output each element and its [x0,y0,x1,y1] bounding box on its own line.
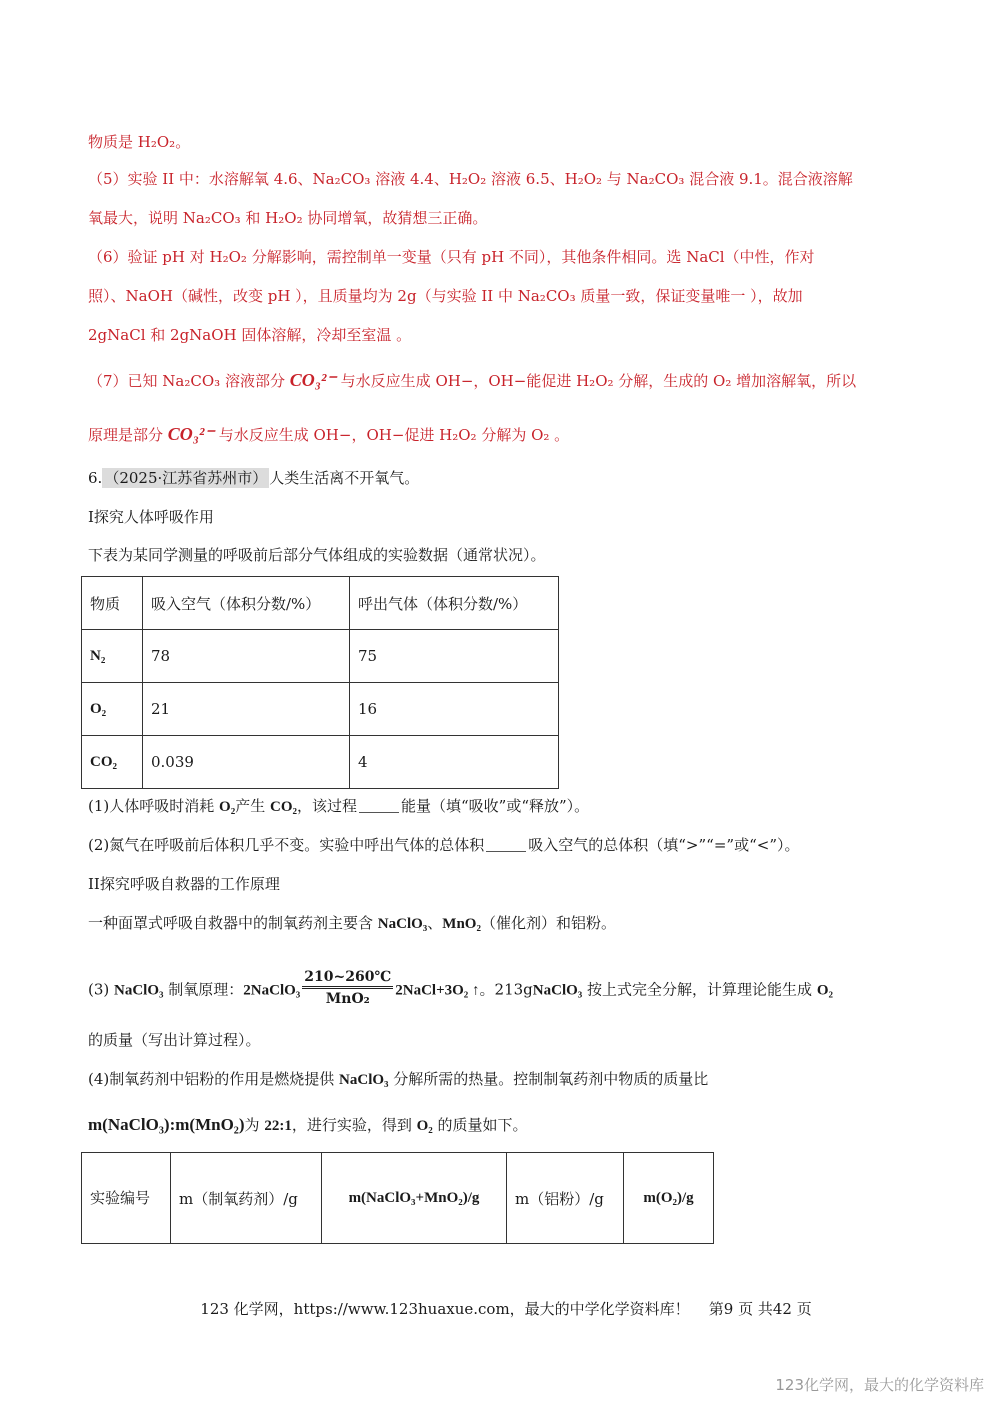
reaction-condition [302,968,393,1009]
question-6-2 [88,835,799,855]
formula-o2: O₂ [416,1118,433,1134]
question-text: ，进行实验，得到 [291,1116,417,1134]
equation-reactant: 2NaClO₃ [243,982,301,999]
formula-naclo3: NaClO₃ [339,1072,389,1088]
condition-temperature: 210~260℃ [302,968,393,989]
question-6-3 [88,970,833,1011]
formula-naclo3: NaClO₃ [114,982,164,999]
question-stem: 人类生活离不开氧气。 [269,469,420,487]
exhaled-cell: 4 [350,736,559,789]
formula-naclo3: NaClO₃ [377,916,428,932]
exhaled-cell: 16 [350,683,559,736]
header-cell: m(NaClO₃+MnO₂)/g [322,1153,507,1244]
answer-text: 物质是 [88,133,138,151]
answer-6-line-1: （6）验证 pH 对 H₂O₂ 分解影响，需控制单一变量（只有 pH 不同），其他条件相同。选 NaCl（中性，作对 [88,248,815,266]
mass-ratio-expression: m(NaClO₃):m(MnO₂) [88,1115,245,1134]
answer-5-line-2: 氧最大，说明 Na₂CO₃ 和 H₂O₂ 协同增氧，故猜想三正确。 [88,209,488,227]
question-text: ，该过程 [296,797,357,815]
answer-6-line-3: 2gNaCl 和 2gNaOH 固体溶解，冷却至室温 。 [88,326,412,344]
question-text: 一种面罩式呼吸自救器中的制氧药剂主要含 [88,914,378,932]
question-number: 6. [88,469,103,487]
inhaled-cell: 21 [143,683,350,736]
answer-7-line-1 [88,370,856,391]
table-row [82,630,559,683]
question-6-3-line-2: 的质量（写出计算过程）。 [88,1031,261,1049]
formula-o2: O₂ [816,982,833,999]
header-cell: m（制氧药剂）/g [171,1153,322,1244]
header-cell: 物质 [82,577,143,630]
question-text: (3) [88,980,115,999]
footer-text: 123 化学网，https://www.123huaxue.com，最大的中学化学资料库！ [200,1300,690,1318]
inhaled-cell: 0.039 [143,736,350,789]
question-text: 能量（填“吸收”或“释放”）。 [401,797,590,815]
header-cell: 呼出气体（体积分数/%） [350,577,559,630]
question-text: (4)制氧药剂中铝粉的作用是燃烧提供 [88,1070,340,1088]
page-footer [0,1298,992,1319]
watermark: 123化学网，最大的化学资料库 [775,1376,984,1394]
part-2-title: II探究呼吸自救器的工作原理 [88,875,280,893]
answer-5-line-1: （5）实验 II 中：水溶解氧 4.6、Na₂CO₃ 溶液 4.4、H₂O₂ 溶液 6.5、H₂O₂ 与 Na₂CO₃ 混合液 9.1。混合液溶解 [88,170,853,188]
question-text: 为 [244,1116,265,1134]
header-cell: 吸入空气（体积分数/%） [143,577,350,630]
formula-o2: O₂ [219,799,236,815]
substance-cell: O₂ [82,683,143,736]
question-6-1 [88,796,589,817]
substance-cell: N₂ [82,630,143,683]
answer-7-line-2 [88,424,569,445]
question-text: 产生 [235,797,270,815]
answer-blank[interactable] [359,798,399,813]
substance-cell: CO₂ [82,736,143,789]
experiment-table [81,1152,714,1244]
table-row [82,683,559,736]
question-text: 分解所需的热量。控制制氧药剂中物质的质量比 [388,1070,709,1088]
page-number: 第9 页 共42 页 [708,1300,812,1318]
question-text: 制氧原理： [163,980,244,999]
table-header-row [82,1153,714,1244]
header-cell: m（铝粉）/g [507,1153,624,1244]
exhaled-cell: 75 [350,630,559,683]
question-6-4-line-2 [88,1115,528,1136]
formula-co2: CO₂ [269,799,297,815]
part-1-title: I探究人体呼吸作用 [88,508,214,526]
formula-h2o2: H₂O₂ [137,133,176,151]
answer-text: （7）已知 Na₂CO₃ 溶液部分 [88,372,290,390]
punctuation: 。 [175,133,191,151]
header-cell: 实验编号 [82,1153,171,1244]
part-2-intro [88,913,616,934]
answer-line-h2o2 [88,132,190,152]
header-cell: m(O₂)/g [624,1153,714,1244]
carbonate-ion-formula: CO₃²⁻ [167,424,214,444]
answer-text: 与水反应生成 OH−，OH−能促进 H₂O₂ 分解，生成的 O₂ 增加溶解氧，所以 [335,372,857,390]
gas-composition-table [81,576,559,789]
source-tag: （2025·江苏省苏州市） [104,469,268,487]
table-intro: 下表为某同学测量的呼吸前后部分气体组成的实验数据（通常状况）。 [88,546,546,564]
question-6-stem [88,468,419,488]
punctuation: 、 [427,914,443,932]
question-text: (2)氮气在呼吸前后体积几乎不变。实验中呼出气体的总体积 [88,836,485,854]
carbonate-ion-formula: CO₃²⁻ [289,370,336,390]
question-text: （催化剂）和铝粉。 [480,914,616,932]
question-text: 吸入空气的总体积（填“>”“=”或“<”）。 [528,836,800,854]
question-text: 的质量如下。 [432,1116,528,1134]
question-text: 。213g [479,980,533,999]
question-text: 按上式完全分解，计算理论能生成 [582,980,817,999]
answer-blank[interactable] [486,837,526,852]
question-6-4 [88,1069,708,1090]
mass-ratio-value: 22:1 [264,1118,292,1134]
answer-text: 与水反应生成 OH−，OH−促进 H₂O₂ 分解为 O₂ 。 [213,426,570,444]
answer-text: 原理是部分 [88,426,168,444]
answer-6-line-2: 照）、NaOH（碱性，改变 pH ），且质量均为 2g（与实验 II 中 Na₂CO₃ 质量一致，保证变量唯一 ），故加 [88,287,803,305]
equation-product: 2NaCl+3O₂ ↑ [395,982,480,999]
question-text: (1)人体呼吸时消耗 [88,797,220,815]
formula-naclo3: NaClO₃ [532,982,583,999]
table-header-row [82,577,559,630]
condition-catalyst: MnO₂ [325,991,370,1007]
table-row [82,736,559,789]
formula-mno2: MnO₂ [442,916,481,932]
inhaled-cell: 78 [143,630,350,683]
